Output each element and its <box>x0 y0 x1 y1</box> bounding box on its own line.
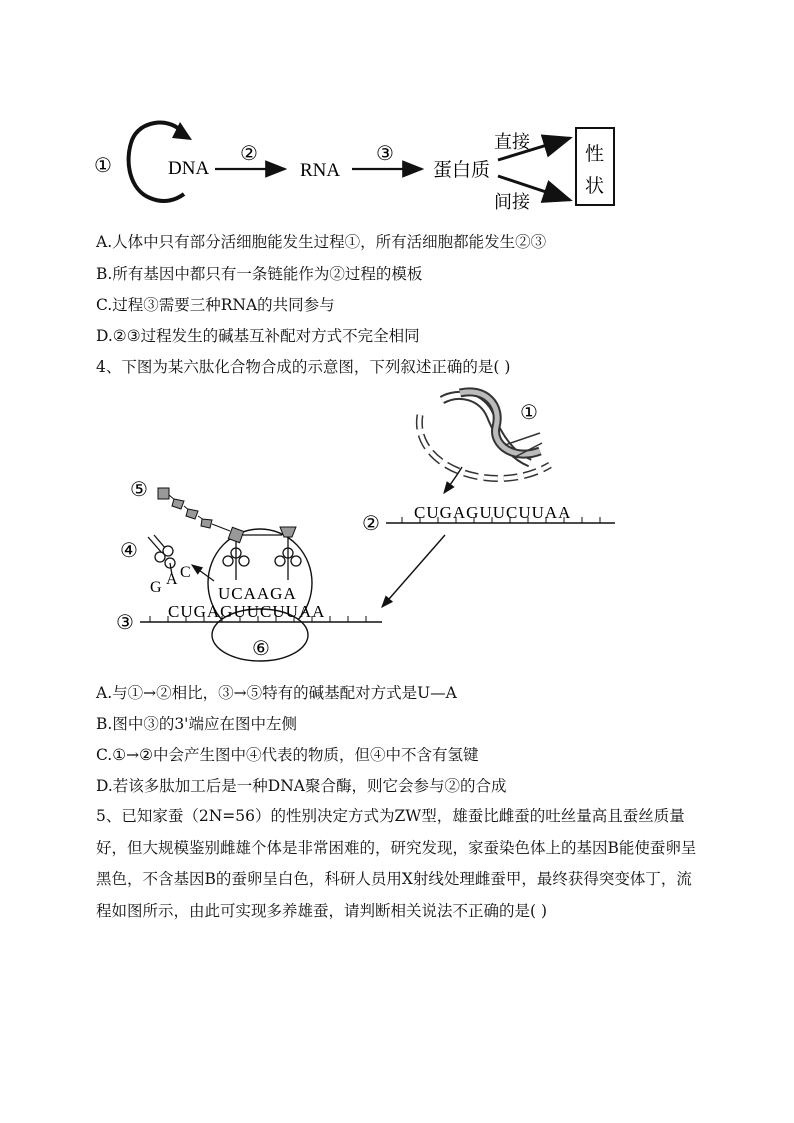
trna-base-g: G <box>150 579 162 596</box>
mrna-3-sequence: CUGAGUUCUUAA <box>168 602 326 621</box>
dna-label: DNA <box>168 158 210 179</box>
protein-label: 蛋白质 <box>433 160 491 181</box>
mrna-transfer-arrow <box>382 535 445 607</box>
central-dogma-figure <box>80 110 640 220</box>
trait-char-1: 性 <box>585 144 605 165</box>
peptide-chain <box>158 488 230 531</box>
trait-char-2: 状 <box>585 176 605 197</box>
process-1-label: ① <box>94 155 112 177</box>
q3-option-a: A.人体中只有部分活细胞能发生过程①，所有活细胞都能发生②③ <box>96 233 547 251</box>
label-1: ① <box>520 402 538 424</box>
q3-option-b: B.所有基因中都只有一条链能作为②过程的模板 <box>96 265 423 283</box>
q4-option-b: B.图中③的3'端应在图中左侧 <box>96 715 297 733</box>
q5-stem: 5、已知家蚕（2N=56）的性别决定方式为ZW型，雄蚕比雌蚕的吐丝量高且蚕丝质量好，但大规模鉴别雌雄个体是非常困难的，研究发现，家蚕染色体上的基因B能使蚕卵呈黑色，不含基因B的蚕卵呈白色，科研人员用X射线处理雌蚕甲，最终获得突变体丁，流程如图所示，由此可实现多养雄蚕，请判断相关说法不正确的是( ) <box>96 807 697 920</box>
process-2-label: ② <box>240 143 258 165</box>
q4-option-a: A.与①→②相比，③→⑤特有的碱基配对方式是U—A <box>96 684 457 702</box>
trna-base-c: C <box>180 564 191 581</box>
q4-option-d: D.若该多肽加工后是一种DNA聚合酶，则它会参与②的合成 <box>96 777 507 795</box>
label-3: ③ <box>116 612 134 634</box>
free-trna <box>148 535 175 575</box>
process-3-label: ③ <box>376 143 394 165</box>
central-dogma-diagram <box>80 110 640 220</box>
label-5: ⑤ <box>130 479 148 501</box>
mrna-2-sequence: CUGAGUUCUUAA <box>414 503 572 522</box>
indirect-label: 间接 <box>494 192 530 212</box>
q3-option-d: D.②③过程发生的碱基互补配对方式不完全相同 <box>96 327 420 345</box>
q4-option-c: C.①→②中会产生图中④代表的物质，但④中不含有氢键 <box>96 746 479 764</box>
trna-anticodons: UCAAGA <box>218 584 297 603</box>
trna-base-a: A <box>166 571 178 588</box>
hexapeptide-synthesis-diagram <box>110 385 630 670</box>
label-6: ⑥ <box>252 638 270 660</box>
label-4: ④ <box>120 540 138 562</box>
rna-label: RNA <box>300 160 341 181</box>
q4-stem: 4、下图为某六肽化合物合成的示意图，下列叙述正确的是( ) <box>96 358 511 376</box>
translation-figure <box>110 385 630 670</box>
direct-label: 直接 <box>494 132 530 152</box>
label-2: ② <box>362 513 380 535</box>
q3-option-c: C.过程③需要三种RNA的共同参与 <box>96 296 335 314</box>
